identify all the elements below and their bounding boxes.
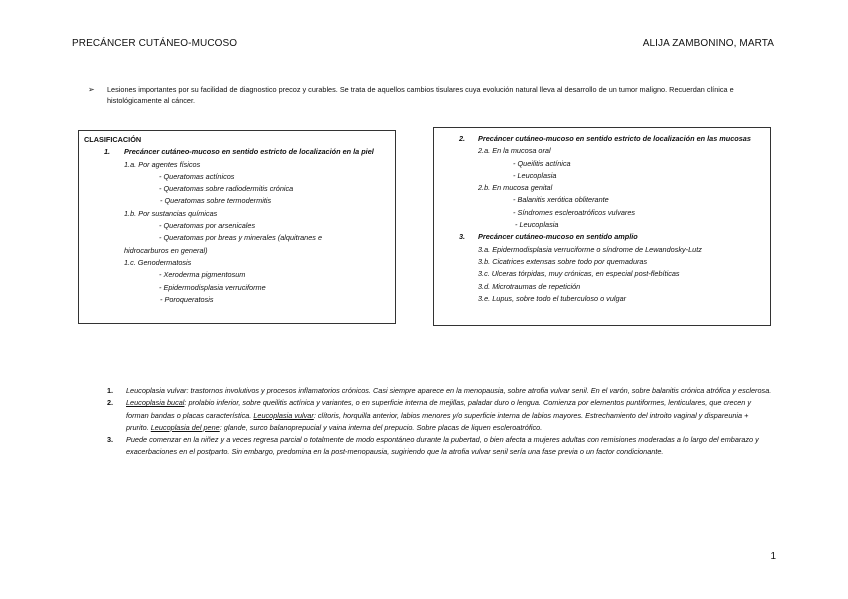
classification-box-right <box>433 127 771 326</box>
list-item-continuation: hidrocarburos en general) <box>124 245 208 255</box>
footnote-2-term-penis: Leucoplasia del pene <box>150 422 220 432</box>
list-item: 3.d. Microtraumas de repetición <box>478 281 581 291</box>
item-1-heading <box>104 146 390 158</box>
item-1-number: 1. <box>104 147 111 157</box>
list-item: - Queilitis actínica <box>513 158 571 168</box>
footnote-1 <box>107 385 772 397</box>
item-2-title: Precáncer cutáneo-mucoso en sentido estricto de localización en las mucosas <box>478 134 751 143</box>
list-item: - Leucoplasia <box>513 170 557 180</box>
header-author: ALIJA ZAMBONINO, MARTA <box>642 38 774 49</box>
footnote-1-text: Leucoplasia vulvar: trastornos involutivos y procesos inflamatorios crónicos. Casi siempre aparece en la menopausia, sobre atrofia vulvar senil. En el varón, sobre balanitis crónica atrófica y esclerosa. <box>126 386 772 395</box>
footnote-3 <box>107 434 772 459</box>
list-item: - Queratomas por breas y minerales (alquitranes e <box>159 233 323 243</box>
list-item: - Queratomas sobre radiodermitis crónica <box>159 184 294 194</box>
footnote-2-text-oral: : prolabio inferior, sobre queilitis actínica y variantes, o en superficie interna de mejillas, paladar duro o lengua. Comienza por elementos puntiformes, lenticulares, que crecen y forman bandas o placas característica. <box>126 398 752 420</box>
sub-1a: 1.a. Por agentes físicos <box>124 159 201 169</box>
footnote-1-number: 1. <box>107 386 114 395</box>
list-item: 3.c. Ulceras tórpidas, muy crónicas, en especial post-flebíticas <box>478 269 680 279</box>
footnotes <box>107 385 772 459</box>
footnote-3-number: 3. <box>107 435 114 445</box>
list-item: 3.e. Lupus, sobre todo el tuberculoso o vulgar <box>478 293 627 303</box>
list-item: 3.a. Epidermodisplasia verruciforme o síndrome de Lewandosky-Lutz <box>478 244 702 254</box>
list-item: - Xeroderma pigmentosum <box>159 270 246 280</box>
sub-2a: 2.a. En la mucosa oral <box>478 146 551 156</box>
header-title: PRECÁNCER CUTÁNEO-MUCOSO <box>72 38 238 49</box>
page-number: 1 <box>770 551 776 562</box>
list-item: - Poroqueratosis <box>160 294 214 304</box>
footnote-2 <box>107 397 772 434</box>
footnote-2-text-penis: : glande, surco balanoprepucial y vaina interna del prepucio. Sobre placas de liquen escleroatrófico. <box>219 422 543 432</box>
list-item: - Queratomas actínicos <box>159 171 235 181</box>
intro-text: Lesiones importantes por su facilidad de diagnostico precoz y curables. Se trata de aquellos cambios tisulares cuya evolución natural lleva al desarrollo de un tumor maligno. Recuerdan clínica e histológicamente al cáncer. <box>107 85 734 105</box>
item-3-heading <box>459 231 765 243</box>
sub-1c: 1.c. Genodermatosis <box>124 257 192 267</box>
classification-box-left <box>78 130 396 324</box>
sub-1b: 1.b. Por sustancias químicas <box>124 208 218 218</box>
item-2-heading <box>459 133 765 145</box>
item-3-number: 3. <box>459 232 466 242</box>
footnote-2-text-vulvar: : clítoris, horquilla anterior, labios menores y/o superficie interna de labios mayores. Estrechamiento del introito vaginal y dispareunia + prurito. <box>126 410 749 432</box>
sub-2b: 2.b. En mucosa genital <box>478 183 553 193</box>
footnote-2-term-oral: Leucoplasia bucal <box>126 398 185 408</box>
item-2-number: 2. <box>459 134 466 143</box>
list-item: - Queratomas por arsenicales <box>159 221 256 231</box>
footnote-2-term-vulvar: Leucoplasia vulvar <box>253 410 314 420</box>
item-3-title: Precáncer cutáneo-mucoso en sentido amplio <box>478 232 638 242</box>
footnote-2-number: 2. <box>107 398 114 408</box>
footnote-3-text: Puede comenzar en la niñez y a veces regresa parcial o totalmente de modo espontáneo durante la pubertad, o bien afecta a mujeres adultas con remisiones moderadas a lo largo del embarazo y exacerbaciones en el postparto. Sin embargo, predomina en la post-menopausia, sugiriendo que la atrofia vulvar senil sería una fase previa o un factor condicionante. <box>126 435 759 457</box>
list-item: - Leucoplasia <box>515 220 559 230</box>
intro-paragraph <box>88 85 782 106</box>
item-1-title: Precáncer cutáneo-mucoso en sentido estricto de localización en la piel <box>124 147 374 157</box>
list-item: 3.b. Cicatrices extensas sobre todo por quemaduras <box>478 256 648 266</box>
list-item: - Epidermodisplasia verruciforme <box>159 282 266 292</box>
list-item: - Balanitis xerótica obliterante <box>513 195 609 205</box>
classification-heading: CLASIFICACIÓN <box>84 135 142 144</box>
list-item: - Síndromes escleroatróficos vulvares <box>513 207 636 217</box>
list-item: - Queratomas sobre termodermitis <box>160 196 272 206</box>
arrow-bullet-icon: ➢ <box>88 85 95 94</box>
